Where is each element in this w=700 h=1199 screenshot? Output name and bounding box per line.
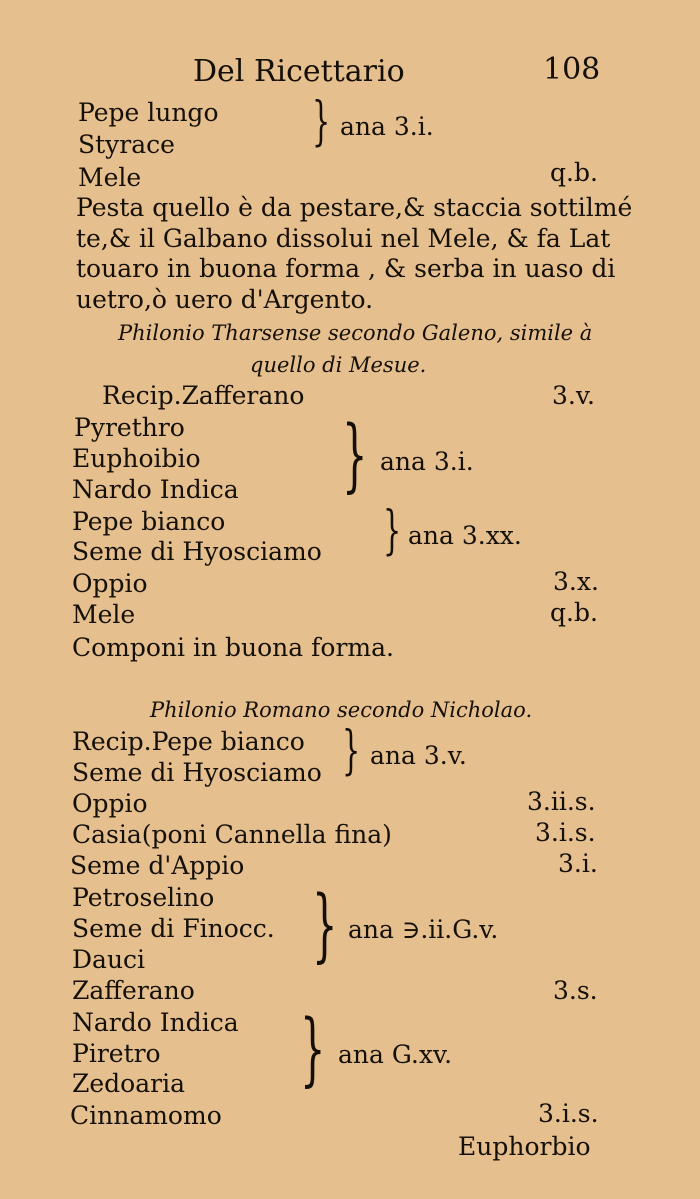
quantity: 3.x. (553, 567, 599, 596)
quantity-ana: ana 3.xx. (408, 521, 522, 550)
section-heading: Philonio Romano secondo Nicholao. (150, 698, 533, 722)
body-text-line: touaro in buona forma , & serba in uaso di (76, 254, 616, 283)
quantity: 3.i. (558, 849, 598, 878)
ingredient-line: Dauci (72, 945, 146, 974)
running-header: Del Ricettario (193, 54, 405, 89)
ingredient-line: Mele (78, 163, 142, 192)
ingredient-line: Oppio (72, 569, 148, 598)
ingredient-line: Zedoaria (72, 1069, 185, 1098)
quantity: 3.v. (552, 381, 595, 410)
quantity-ana: ana 3.i. (380, 447, 474, 476)
ingredient-line: Styrace (78, 130, 175, 159)
quantity: 3.s. (553, 976, 598, 1005)
quantity: 3.i.s. (538, 1099, 599, 1128)
ingredient-line: Nardo Indica (72, 475, 239, 504)
ingredient-line: Casia(poni Cannella fina) (72, 820, 392, 849)
quantity-ana: ana G.xv. (338, 1040, 453, 1069)
ingredient-line: Euphoibio (72, 444, 201, 473)
body-text-line: uetro,ò uero d'Argento. (76, 285, 374, 314)
ingredient-line: Pepe lungo (78, 98, 219, 127)
body-text-line: Pesta quello è da pestare,& staccia sottilmé (76, 193, 633, 222)
ingredient-line: Recip.Zafferano (102, 381, 305, 410)
quantity: 3.ii.s. (527, 787, 596, 816)
body-text-line: te,& il Galbano dissolui nel Mele, & fa Lat (76, 224, 611, 253)
curly-brace: } (383, 501, 402, 561)
ingredient-line: Recip.Pepe bianco (72, 727, 305, 756)
ingredient-line: Pyrethro (74, 413, 185, 442)
quantity: q.b. (550, 598, 598, 627)
ingredient-line: Mele (72, 600, 136, 629)
quantity: 3.i.s. (535, 818, 596, 847)
page-number: 108 (543, 52, 601, 87)
quantity-ana: ana 3.v. (370, 741, 467, 770)
quantity: q.b. (550, 158, 598, 187)
quantity-ana: ana 3.i. (340, 112, 434, 141)
ingredient-line: Seme di Hyosciamo (72, 758, 322, 787)
body-text-line: Componi in buona forma. (72, 633, 394, 662)
quantity-ana: ana ∋.ii.G.v. (348, 915, 499, 944)
curly-brace: } (312, 878, 338, 971)
curly-brace: } (342, 408, 368, 501)
ingredient-line: Petroselino (72, 883, 215, 912)
ingredient-line: Seme d'Appio (70, 851, 245, 880)
ingredient-line: Seme di Finocc. (72, 914, 275, 943)
ingredient-line: Nardo Indica (72, 1008, 239, 1037)
ingredient-line: Zafferano (72, 976, 195, 1005)
ingredient-line: Piretro (72, 1039, 161, 1068)
curly-brace: } (312, 92, 331, 152)
curly-brace: } (342, 721, 361, 781)
ingredient-line: Cinnamomo (70, 1101, 222, 1130)
section-heading: Philonio Tharsense secondo Galeno, simile à (118, 321, 593, 345)
ingredient-line: Seme di Hyosciamo (72, 537, 322, 566)
section-heading: quello di Mesue. (250, 353, 427, 377)
curly-brace: } (300, 1002, 326, 1095)
ingredient-line: Oppio (72, 789, 148, 818)
ingredient-line: Pepe bianco (72, 507, 226, 536)
catchword: Euphorbio (458, 1132, 591, 1161)
